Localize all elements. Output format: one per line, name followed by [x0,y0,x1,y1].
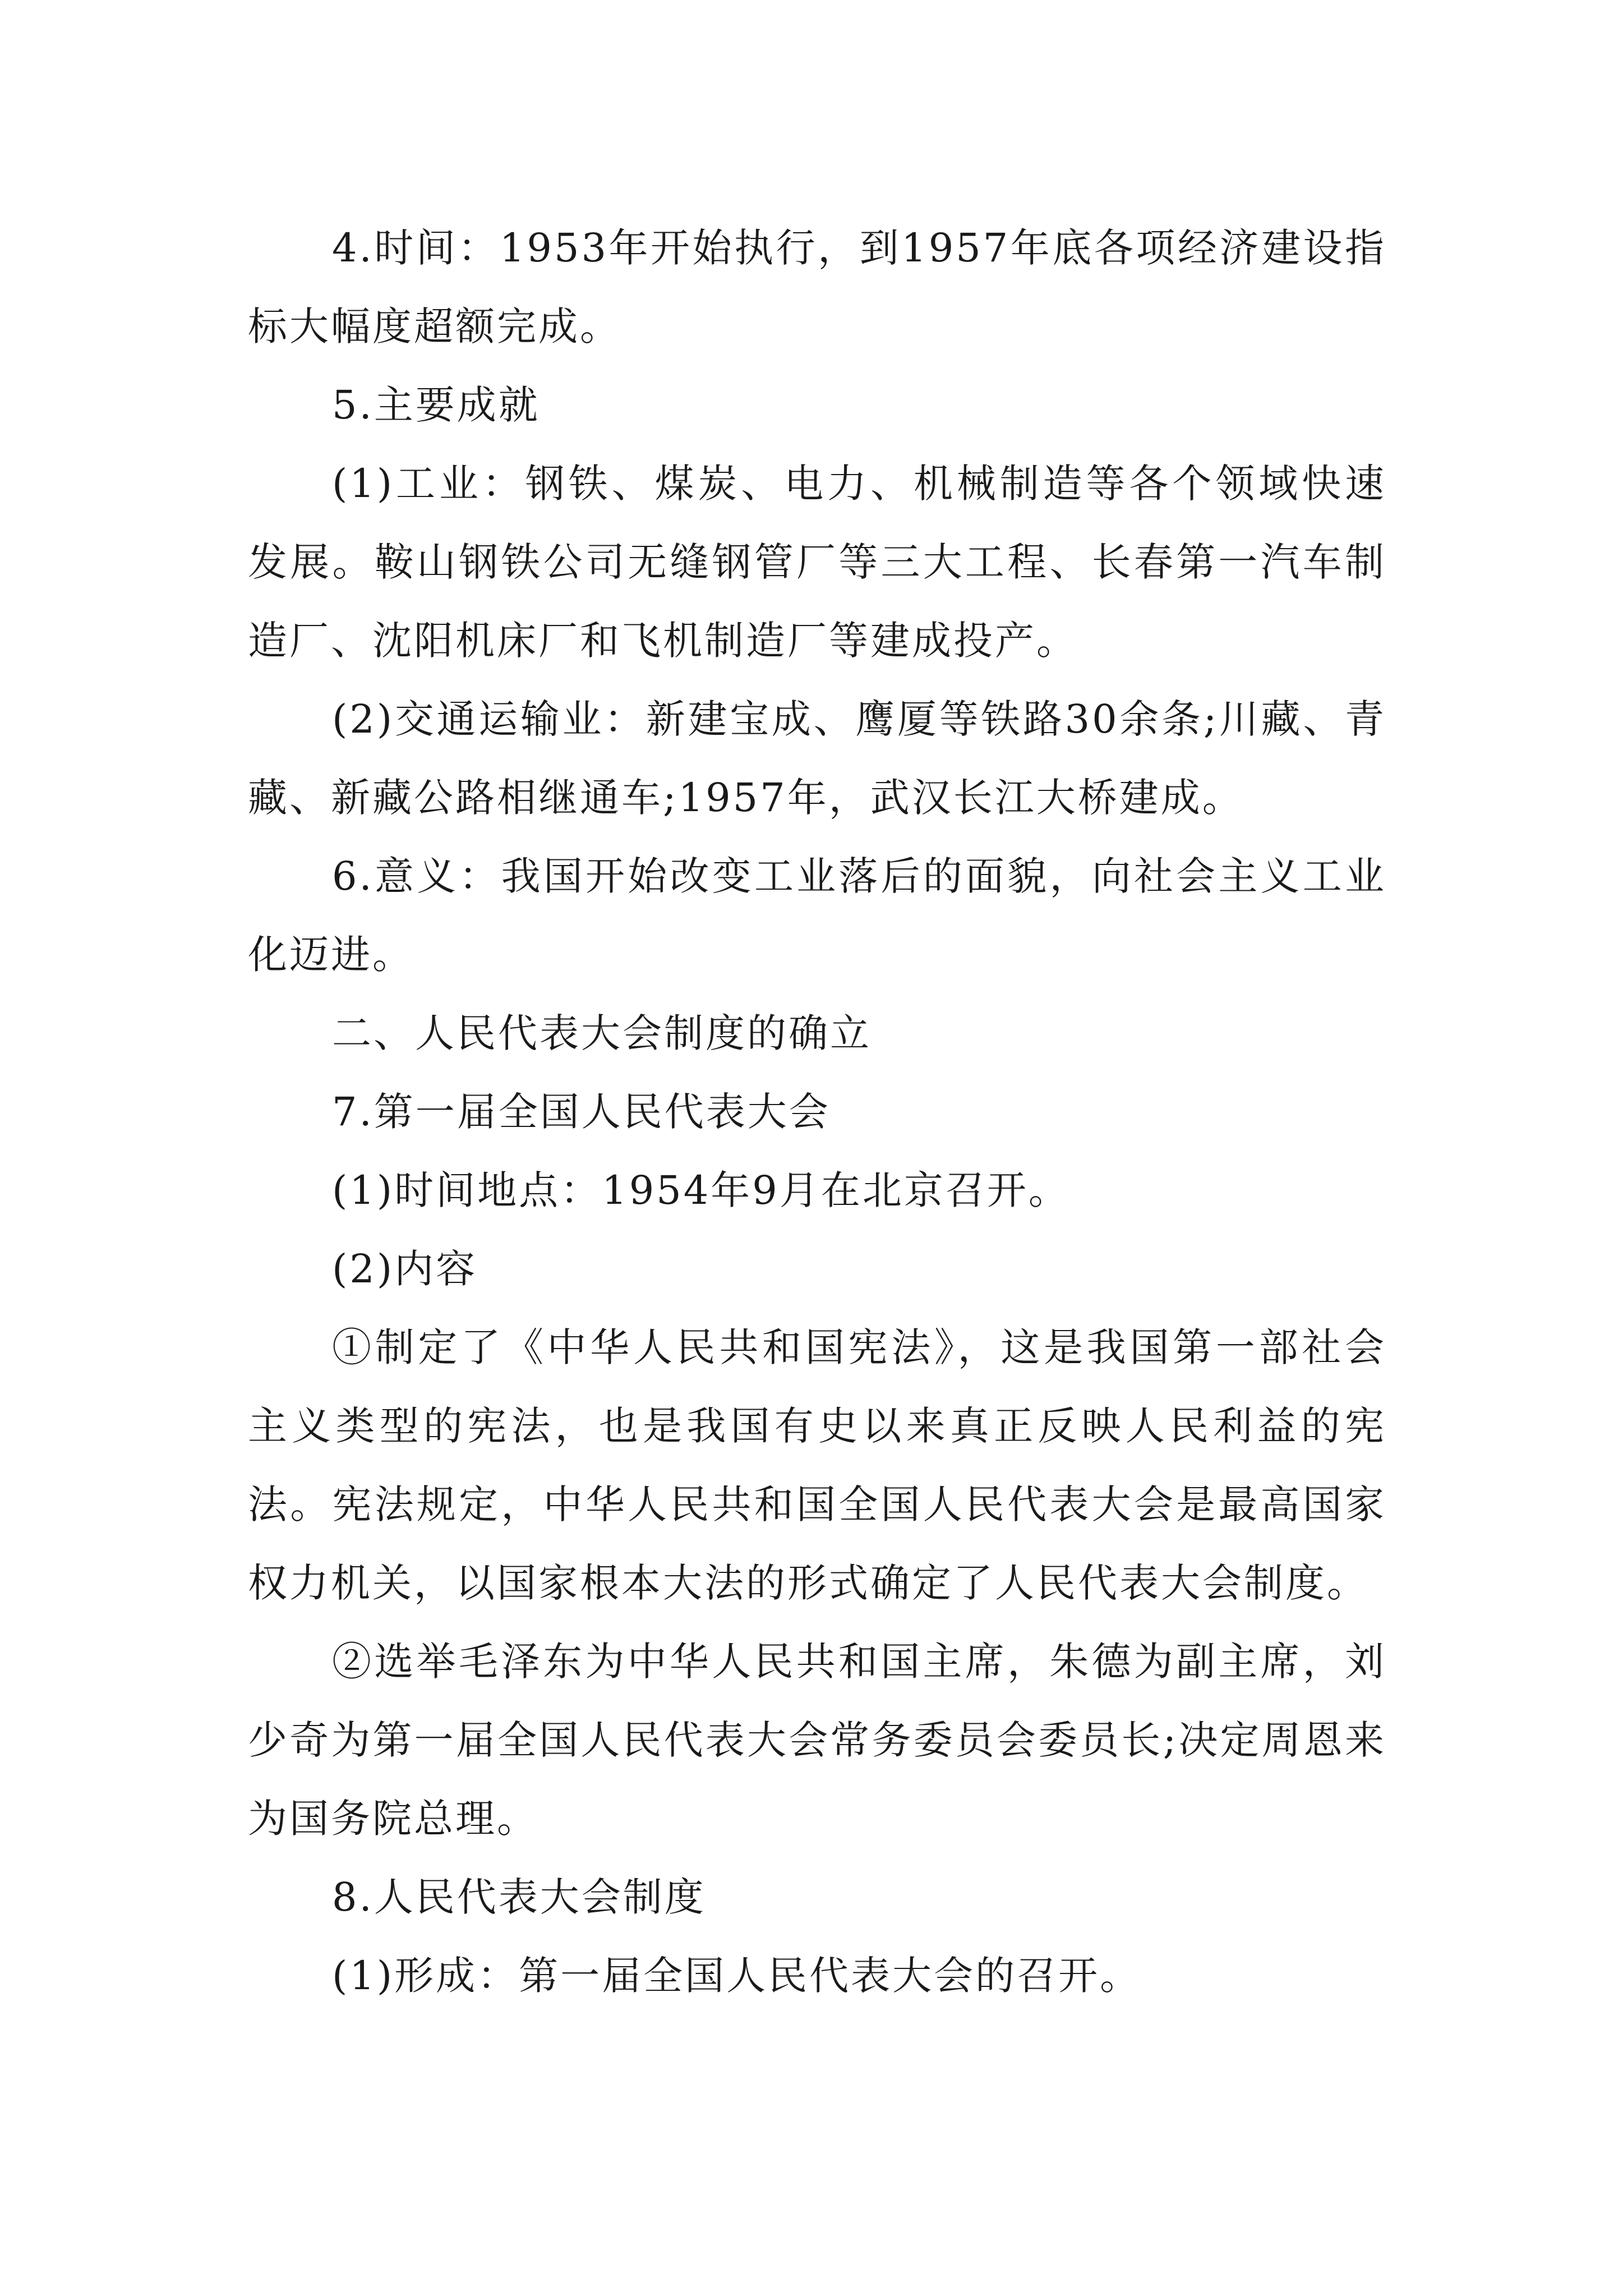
paragraph-formation: (1)形成：第一届全国人民代表大会的召开。 [332,1953,1142,1999]
paragraph-time: 4.时间：1953年开始执行，到1957年底各项经济建设指标大幅度超额完成。 [248,225,1386,349]
paragraph-industry: (1)工业：钢铁、煤炭、电力、机械制造等各个领域快速发展。鞍山钢铁公司无缝钢管厂等三大工程、长春第一汽车制造厂、沈阳机床厂和飞机制造厂等建成投产。 [248,461,1386,664]
paragraph-transport: (2)交通运输业：新建宝成、鹰厦等铁路30余条;川藏、青藏、新藏公路相继通车;1957年，武汉长江大桥建成。 [248,696,1386,821]
paragraph-constitution: ①制定了《中华人民共和国宪法》，这是我国第一部社会主义类型的宪法，也是我国有史以来真正反映人民利益的宪法。宪法规定，中华人民共和国全国人民代表大会是最高国家权力机关，以国家根本大法的形式确定了人民代表大会制度。 [248,1324,1386,1606]
document-body [248,209,1386,2015]
heading-content: (2)内容 [332,1246,478,1292]
section-heading-npc-system: 二、人民代表大会制度的确立 [332,1010,872,1056]
heading-first-npc: 7.第一届全国人民代表大会 [332,1089,831,1135]
paragraph-election: ②选举毛泽东为中华人民共和国主席，朱德为副主席，刘少奇为第一届全国人民代表大会常务委员会委员长;决定周恩来为国务院总理。 [248,1639,1386,1842]
paragraph-significance: 6.意义：我国开始改变工业落后的面貌，向社会主义工业化迈进。 [248,853,1386,978]
paragraph-time-place: (1)时间地点：1954年9月在北京召开。 [332,1167,1070,1213]
heading-main-achievements: 5.主要成就 [332,382,540,428]
heading-npc-system: 8.人民代表大会制度 [332,1874,706,1920]
